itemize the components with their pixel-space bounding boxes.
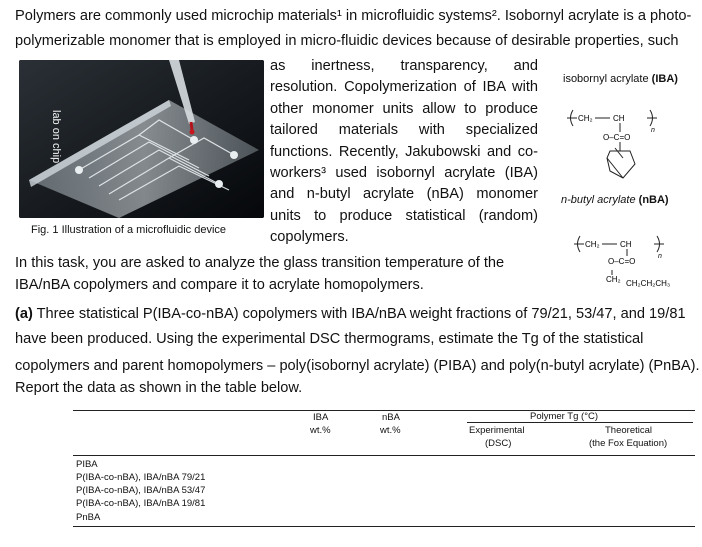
- col-tg-header: Polymer Tg (°C): [530, 411, 599, 422]
- chip-label: lab on chip: [50, 110, 62, 164]
- part-a-line-2: have been produced. Using the experimental DSC thermograms, estimate the Tg of the statistical: [15, 331, 644, 347]
- table-mid-rule: [73, 455, 695, 456]
- table-row: PnBA: [76, 512, 101, 523]
- nba-abbr: (nBA): [638, 194, 669, 206]
- iba-label: [563, 73, 678, 85]
- task-line-1: In this task, you are asked to analyze the glass transition temperature of the: [15, 255, 505, 271]
- table-row: P(IBA-co-nBA), IBA/nBA 19/81: [76, 498, 206, 509]
- part-a-line-1: [15, 306, 686, 322]
- figure-caption: Fig. 1 Illustration of a microfluidic device: [31, 224, 227, 236]
- nba-structure-drawing: [572, 222, 697, 288]
- intro-line-1: Polymers are commonly used microchip materials¹ in microfluidic systems². Isobornyl acrylate is a photo-: [15, 8, 692, 24]
- table-top-rule: [73, 410, 695, 411]
- col-theo-header: Theoretical: [605, 425, 652, 436]
- part-a-line-4: Report the data as shown in the table below.: [15, 380, 303, 396]
- col-nba-unit: wt.%: [380, 425, 401, 436]
- col-exp-header: Experimental: [469, 425, 525, 436]
- nba-ch2-lower: CH₂: [606, 275, 621, 284]
- part-a-line-3: copolymers and parent homopolymers – poly(isobornyl acrylate) (PIBA) and poly(n-butyl acrylate) (PnBA).: [15, 358, 700, 374]
- iba-ch: CH: [613, 114, 625, 123]
- intro-wrap-paragraph: as inertness, transparency, and resolution. Copolymerization of IBA with other monomer units allow to produce tailored materials with specialized functions. Recently, Jakubowski and co-workers³ used isobornyl acrylate (IBA) and n-butyl acrylate (nBA) monomer units to produce statistical (random) copolymers.: [270, 58, 538, 246]
- iba-n: n: [651, 127, 655, 134]
- nba-n: n: [658, 253, 662, 260]
- part-a-label: (a): [15, 306, 33, 322]
- iba-structure-drawing: [565, 96, 675, 188]
- col-iba-unit: wt.%: [310, 425, 331, 436]
- table-row: PIBA: [76, 459, 98, 470]
- nba-ch2: CH₂: [585, 240, 600, 249]
- table-row: P(IBA-co-nBA), IBA/nBA 79/21: [76, 472, 206, 483]
- table-bottom-rule: [73, 526, 695, 527]
- col-iba-header: IBA: [313, 412, 329, 423]
- task-line-2: IBA/nBA copolymers and compare it to acrylate homopolymers.: [15, 277, 424, 293]
- iba-ester: O–C=O: [603, 133, 631, 142]
- chip-illustration: [19, 60, 264, 218]
- table-sub-rule: [467, 422, 693, 423]
- nba-butyl: CH₂CH₂CH₃: [626, 279, 671, 288]
- nba-name: n-butyl acrylate: [561, 194, 636, 206]
- nba-ch: CH: [620, 240, 632, 249]
- intro-line-2: polymerizable monomer that is employed in micro-fluidic devices because of desirable properties, such: [15, 33, 679, 49]
- microfluidic-device-photo: [19, 60, 264, 218]
- col-exp-sub: (DSC): [485, 438, 512, 449]
- iba-abbr: (IBA): [651, 73, 678, 85]
- col-theo-sub: (the Fox Equation): [589, 438, 668, 449]
- nba-label: [561, 194, 669, 206]
- nba-ester: O–C=O: [608, 257, 636, 266]
- table-row: P(IBA-co-nBA), IBA/nBA 53/47: [76, 485, 206, 496]
- iba-name: isobornyl acrylate: [563, 73, 649, 85]
- iba-ch2: CH₂: [578, 114, 593, 123]
- col-nba-header: nBA: [382, 412, 400, 423]
- part-a-text-1: Three statistical P(IBA-co-nBA) copolymers with IBA/nBA weight fractions of 79/21, 53/47, and 19/81: [36, 306, 686, 322]
